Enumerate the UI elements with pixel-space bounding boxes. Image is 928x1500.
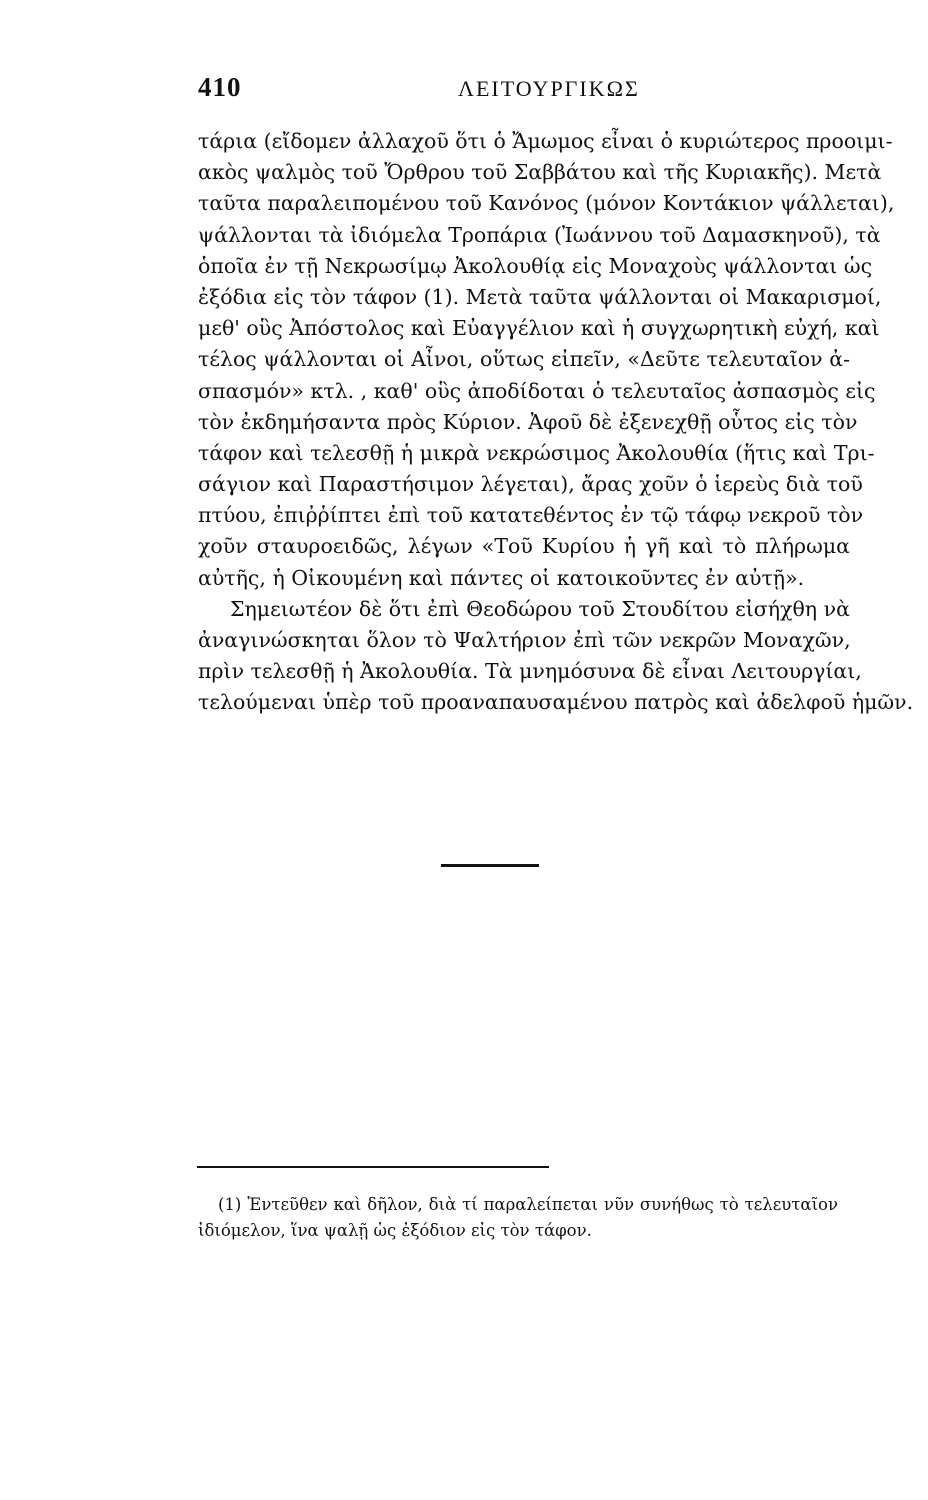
text-line: πρὶν τελεσθῇ ἡ Ἀκολουθία. Τὰ μνημόσυνα δὲ εἶναι Λειτουργίαι,	[198, 659, 862, 684]
section-divider	[441, 864, 539, 867]
footnote-line: (1) Ἐντεῦθεν καὶ δῆλον, διὰ τί παραλείπεται νῦν συνήθως τὸ τελευταῖον	[218, 1195, 838, 1214]
text-line: ὁποῖα ἐν τῇ Νεκρωσίμῳ Ἀκολουθίᾳ εἰς Μοναχοὺς ψάλλονται ὡς	[198, 253, 873, 278]
footnote-line: ἰδιόμελον, ἵνα ψαλῇ ὡς ἐξόδιον εἰς τὸν τάφον.	[198, 1221, 592, 1240]
text-line: Σημειωτέον δὲ ὅτι ἐπὶ Θεοδώρου τοῦ Στουδίτου εἰσήχθη νὰ	[230, 596, 850, 621]
page-header	[198, 72, 848, 108]
footnote-divider	[197, 1166, 549, 1168]
main-text	[198, 126, 914, 719]
text-line: ταῦτα παραλειπομένου τοῦ Κανόνος (μόνον Κοντάκιον ψάλλεται),	[198, 191, 895, 216]
text-line: τάφον καὶ τελεσθῇ ἡ μικρὰ νεκρώσιμος Ἀκολουθία (ἥτις καὶ Τρι-	[198, 440, 875, 465]
text-line: χοῦν σταυροειδῶς, λέγων «Τοῦ Κυρίου ἡ γῆ καὶ τὸ πλήρωμα	[198, 534, 850, 559]
text-line: πτύου, ἐπιῤῥίπτει ἐπὶ τοῦ κατατεθέντος ἐν τῷ τάφῳ νεκροῦ τὸν	[198, 503, 864, 528]
text-line: ψάλλονται τὰ ἰδιόμελα Τροπάρια (Ἰωάννου τοῦ Δαμασκηνοῦ), τὰ	[198, 222, 881, 247]
text-line: ακὸς ψαλμὸς τοῦ Ὄρθρου τοῦ Σαββάτου καὶ τῆς Κυριακῆς). Μετὰ	[198, 160, 882, 185]
text-line: σάγιον καὶ Παραστήσιμον λέγεται), ἄρας χοῦν ὁ ἱερεὺς διὰ τοῦ	[198, 472, 863, 497]
text-line: ἀναγινώσκηται ὅλον τὸ Ψαλτήριον ἐπὶ τῶν νεκρῶν Μοναχῶν,	[198, 628, 851, 652]
page-number: 410	[198, 72, 242, 102]
text-line: σπασμόν» κτλ. , καθ' οὓς ἀποδίδοται ὁ τελευταῖος ἀσπασμὸς εἰς	[198, 378, 876, 403]
text-line: μεθ' οὓς Ἀπόστολος καὶ Εὐαγγέλιον καὶ ἡ συγχωρητικὴ εὐχή, καὶ	[198, 316, 880, 341]
text-line: τάρια (εἴδομεν ἀλλαχοῦ ὅτι ὁ Ἄμωμος εἶναι ὁ κυριώτερος προοιμι-	[198, 129, 893, 153]
running-title: ΛΕΙΤΟΥΡΓΙΚΩΣ	[458, 76, 640, 101]
text-line: αὐτῆς, ἡ Οἰκουμένη καὶ πάντες οἱ κατοικοῦντες ἐν αὐτῇ».	[198, 565, 805, 590]
text-line: τὸν ἐκδημήσαντα πρὸς Κύριον. Ἀφοῦ δὲ ἐξενεχθῇ οὗτος εἰς τὸν	[198, 409, 858, 434]
footnote	[198, 1192, 838, 1244]
text-line: τέλος ψάλλονται οἱ Αἶνοι, οὕτως εἰπεῖν, «Δεῦτε τελευταῖον ἀ-	[198, 347, 850, 372]
text-line: τελούμεναι ὑπὲρ τοῦ προαναπαυσαμένου πατρὸς καὶ ἀδελφοῦ ἡμῶν.	[198, 690, 914, 715]
text-line: ἐξόδια εἰς τὸν τάφον (1). Μετὰ ταῦτα ψάλλονται οἱ Μακαρισμοί,	[198, 284, 882, 309]
